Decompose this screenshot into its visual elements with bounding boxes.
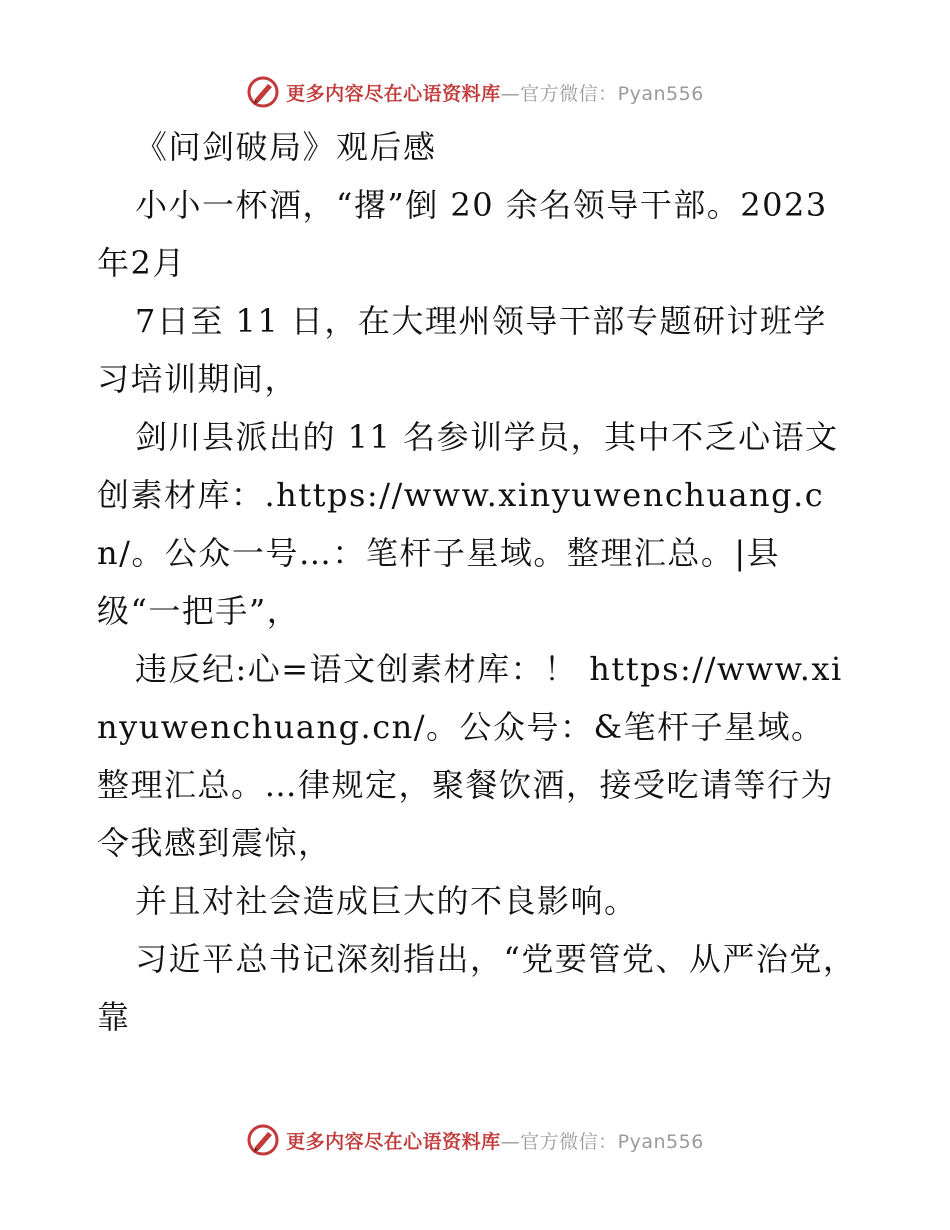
- header-banner: [0, 72, 950, 112]
- paragraph: 7日至 11 日，在大理州领导干部专题研讨班学习培训期间，: [97, 302, 827, 398]
- banner-wechat: 官方微信：Pyan556: [520, 82, 704, 105]
- document-body: [97, 118, 857, 1046]
- pen-circle-logo-icon: [246, 75, 280, 109]
- paragraph: 剑川县派出的 11 名参训学员，其中不乏心语文创素材库：.https://www.xinyuwenchuang.cn/。公众一号…：笔杆子星域。整理汇总。|县级“一把手”，: [97, 418, 839, 630]
- banner-text: [286, 79, 704, 106]
- document-title: 《问剑破局》观后感: [135, 128, 437, 166]
- footer-banner: [0, 1120, 950, 1160]
- paragraph: 并且对社会造成巨大的不良影响。: [135, 882, 638, 920]
- paragraph: 小小一杯酒，“撂”倒 20 余名领导干部。2023年2月: [97, 186, 828, 282]
- paragraph: 违反纪:心=语文创素材库：！ https://www.xinyuwenchuang.cn/。公众号：&笔杆子星域。整理汇总。…律规定，聚餐饮酒，接受吃请等行为令我感到震惊，: [97, 650, 843, 862]
- banner-text: [286, 1127, 704, 1154]
- banner-title: 更多内容尽在心语资料库: [286, 1130, 501, 1153]
- banner-dash: —: [500, 82, 521, 105]
- banner-title: 更多内容尽在心语资料库: [286, 82, 501, 105]
- banner-wechat: 官方微信：Pyan556: [520, 1130, 704, 1153]
- pen-circle-logo-icon: [246, 1123, 280, 1157]
- paragraph: 习近平总书记深刻指出，“党要管党、从严治党，靠: [97, 940, 857, 1036]
- banner-dash: —: [500, 1130, 521, 1153]
